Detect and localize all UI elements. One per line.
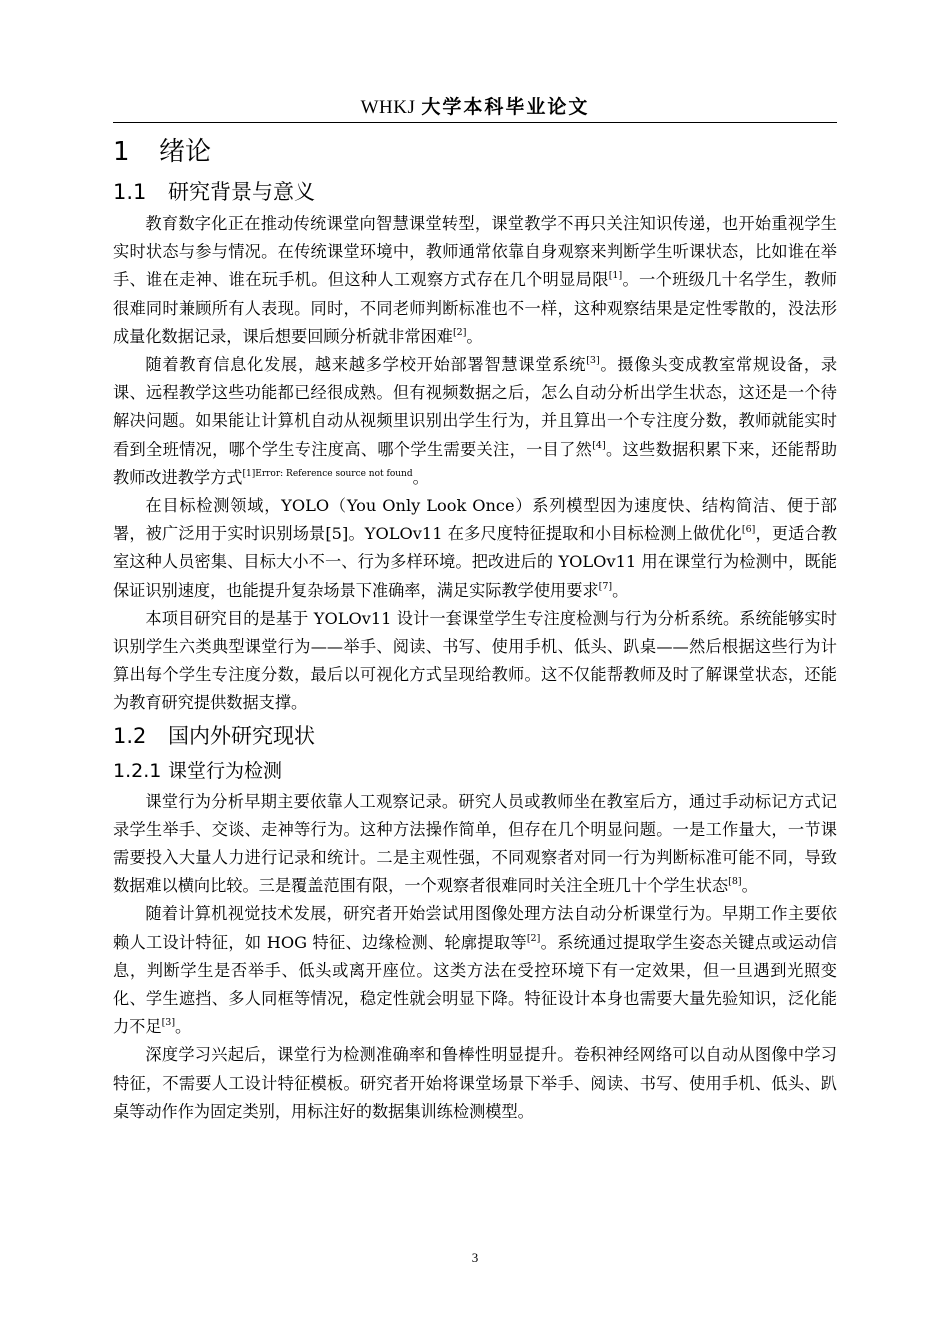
paragraph-text: ，更适合教室这种人员密集、目标大小不一、行为多样环境。把改进后的 YOLOv11 用在课堂行为检测中，既能保证识别速度，也能提升复杂场景下准确率，满足实际教学使用要求: [113, 524, 838, 600]
subsection-title: 课堂行为检测: [168, 759, 283, 782]
paragraph-text: 深度学习兴起后，课堂行为检测准确率和鲁棒性明显提升。卷积神经网络可以自动从图像中学习特征，不需要人工设计特征模板。研究者开始将课堂场景下举手、阅读、书写、使用手机、低头、趴桌等动作作为固定类别，用标注好的数据集训练检测模型。: [113, 1045, 837, 1121]
paragraph-text: 课堂行为分析早期主要依靠人工观察记录。研究人员或教师坐在教室后方，通过手动标记方式记录学生举手、交谈、走神等行为。这种方法操作简单，但存在几个明显问题。一是工作量大，一节课需要投入大量人力进行记录和统计。二是主观性强，不同观察者对同一行为判断标准可能不同，导致数据难以横向比较。三是覆盖范围有限，一个观察者很难同时关注全班几十个学生状态: [113, 791, 837, 896]
citation: [7]: [598, 580, 613, 592]
chapter-heading: [113, 130, 837, 174]
paragraph-7: [113, 1041, 837, 1126]
paragraph-3: [113, 492, 837, 605]
section-number: 1.1: [113, 180, 147, 204]
page-header: [113, 96, 837, 123]
paragraph-text: 。摄像头变成教室常规设备，录课、远程教学这些功能都已经很成熟。但有视频数据之后，怎么自动分析出学生状态，这还是一个待解决问题。如果能让计算机自动从视频里识别出学生行为，并且算出一个专注度分数，教师就能实时看到全班情况，哪个学生专注度高、哪个学生需要关注，一目了然: [113, 355, 838, 459]
citation: [2]: [526, 932, 541, 944]
citation-error: [1]Error: Reference source not found: [242, 468, 413, 479]
subsection-number: 1.2.1: [113, 759, 162, 782]
paragraph-5: [113, 788, 837, 901]
paragraph-text: 。一个班级几十名学生，教师很难同时兼顾所有人表现。同时，不同老师判断标准也不一样，这种观察结果是定性零散的，没法形成量化数据记录，课后想要回顾分析就非常困难: [113, 270, 837, 346]
paragraph-text: 。: [412, 467, 429, 487]
citation: [2]: [452, 326, 467, 338]
paragraph-text: 。这些数据积累下来，还能帮助教师改进教学方式: [113, 439, 838, 487]
section-title: 研究背景与意义: [168, 180, 315, 204]
section-heading-1-2: [113, 718, 837, 754]
paragraph-1: [113, 210, 837, 351]
section-title: 国内外研究现状: [168, 723, 315, 748]
page-body: [113, 130, 837, 1126]
chapter-number: 1: [113, 137, 130, 167]
citation: [6]: [741, 524, 756, 536]
header-thesis-title: 大学本科毕业论文: [421, 96, 590, 118]
page-number: 3: [471, 1250, 479, 1265]
paragraph-text: 在目标检测领域，YOLO（You Only Look Once）系列模型因为速度快、结构简洁、便于部署，被广泛用于实时识别场景[5]。YOLOv11 在多尺度特征提取和小目标检测上做优化: [113, 496, 837, 544]
paragraph-text: 。: [741, 876, 758, 896]
paragraph-text: 。: [612, 580, 629, 600]
paragraph-text: 随着计算机视觉技术发展，研究者开始尝试用图像处理方法自动分析课堂行为。早期工作主要依赖人工设计特征，如 HOG 特征、边缘检测、轮廓提取等: [113, 904, 837, 952]
paragraph-4: [113, 605, 837, 718]
citation: [1]: [608, 270, 623, 282]
paragraph-text: 。: [466, 326, 483, 346]
citation: [3]: [161, 1017, 176, 1029]
subsection-heading-1-2-1: [113, 754, 837, 788]
paragraph-text: 随着教育信息化发展，越来越多学校开始部署智慧课堂系统: [145, 355, 587, 375]
paragraph-6: [113, 900, 837, 1041]
section-heading-1-1: [113, 174, 837, 210]
citation: [4]: [592, 439, 606, 451]
paragraph-text: 教育数字化正在推动传统课堂向智慧课堂转型，课堂教学不再只关注知识传递，也开始重视学生实时状态与参与情况。在传统课堂环境中，教师通常依靠自身观察来判断学生听课状态，比如谁在举手、谁在走神、谁在玩手机。但这种人工观察方式存在几个明显局限: [113, 214, 837, 290]
paragraph-text: 。: [175, 1017, 192, 1037]
citation: [3]: [586, 355, 600, 367]
citation: [8]: [728, 876, 742, 888]
paragraph-2: [113, 351, 837, 492]
paragraph-text: 。系统通过提取学生姿态关键点或运动信息，判断学生是否举手、低头或离开座位。这类方法在受控环境下有一定效果，但一旦遇到光照变化、学生遮挡、多人同框等情况，稳定性就会明显下降。特征设计本身也需要大量先验知识，泛化能力不足: [113, 932, 838, 1037]
header-school-code: WHKJ: [360, 97, 416, 118]
chapter-title: 绪论: [159, 137, 212, 167]
section-number: 1.2: [113, 723, 147, 748]
paragraph-text: 本项目研究目的是基于 YOLOv11 设计一套课堂学生专注度检测与行为分析系统。系统能够实时识别学生六类典型课堂行为——举手、阅读、书写、使用手机、低头、趴桌——然后根据这些行为计算出每个学生专注度分数，最后以可视化方式呈现给教师。这不仅能帮教师及时了解课堂状态，还能为教育研究提供数据支撑。: [113, 608, 837, 713]
